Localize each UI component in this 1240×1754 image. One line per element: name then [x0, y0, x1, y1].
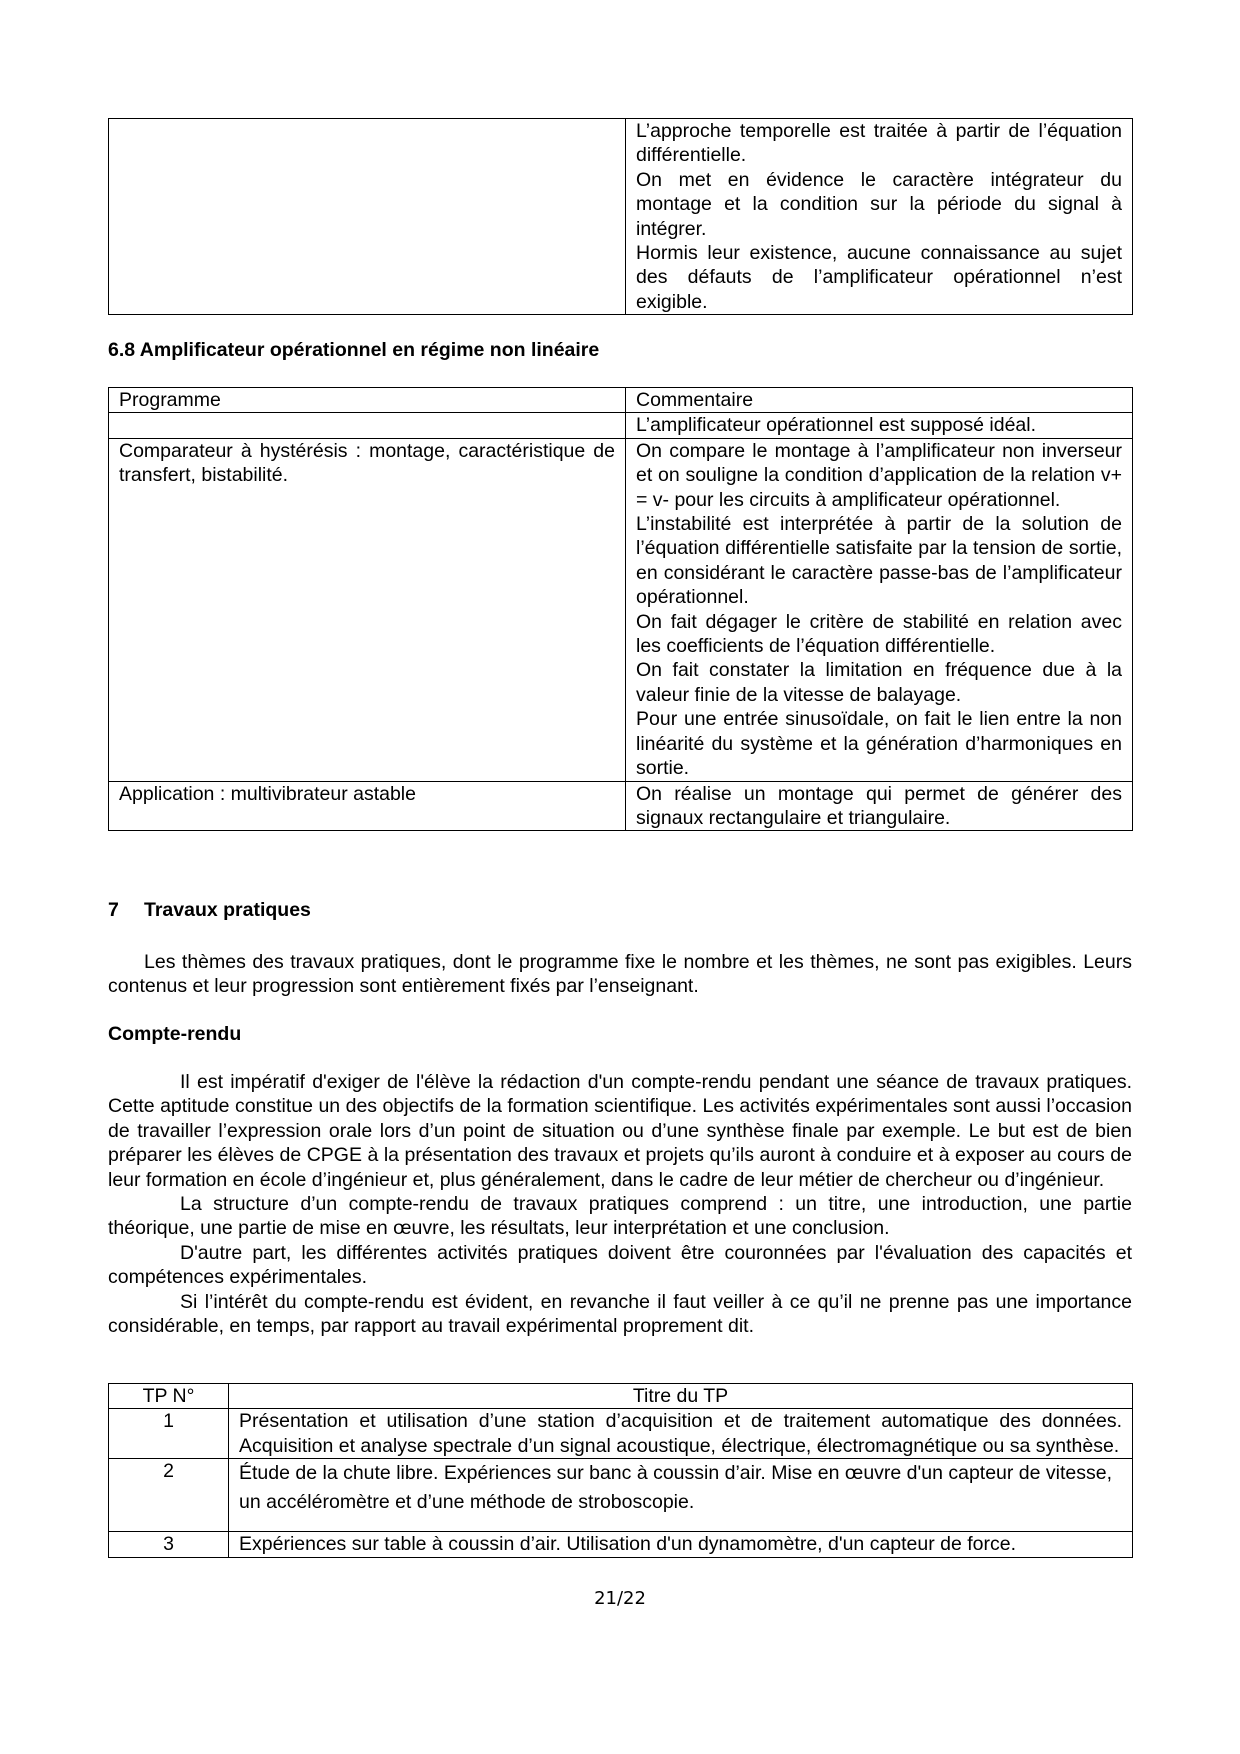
header-tp-number: TP N° — [109, 1384, 229, 1409]
paragraph: Si l’intérêt du compte-rendu est évident, en revanche il faut veiller à ce qu’il ne prenne pas une importance considérable, en temps, par rapport au travail expérimental proprement dit. — [108, 1290, 1132, 1338]
top-continuation-table — [108, 118, 1133, 315]
intro-comment: L’amplificateur opérationnel est supposé idéal. — [626, 413, 1133, 438]
tp-table — [108, 1383, 1133, 1558]
comment-line: Pour une entrée sinusoïdale, on fait le lien entre la non linéarité du système et la génération d’harmoniques en sortie. — [636, 708, 1122, 780]
compte-rendu-body — [108, 1070, 1132, 1338]
tp-number: 2 — [109, 1459, 229, 1532]
section-heading-6-8: 6.8 Amplificateur opérationnel en régime non linéaire — [108, 339, 600, 361]
table-cell-empty — [109, 119, 626, 315]
programme-cell: Application : multivibrateur astable — [109, 781, 626, 831]
tp-title: Expériences sur table à coussin d’air. Utilisation d'un dynamomètre, d'un capteur de force. — [229, 1532, 1133, 1557]
tp-number: 3 — [109, 1532, 229, 1557]
section-heading-7 — [108, 898, 311, 922]
comment-line: On réalise un montage qui permet de générer des signaux rectangulaire et triangulaire. — [636, 782, 1122, 829]
comment-line: On met en évidence le caractère intégrateur du montage et la condition sur la période du signal à intégrer. — [636, 168, 1122, 240]
comment-line: L’approche temporelle est traitée à partir de l’équation différentielle. — [636, 120, 1122, 167]
paragraph: Il est impératif d'exiger de l'élève la rédaction d'un compte-rendu pendant une séance de travaux pratiques. Cette aptitude constitue un des objectifs de la formation scientifique. Les activités expérimentales sont aussi l’occasion de travailler l’expression orale lors d’un point de situation ou d’une synthèse finale par exemple. Le but est de bien préparer les élèves de CPGE à la présentation des travaux et projets qu’ils auront à conduire et à exposer au cours de leur formation en école d’ingénieur et, plus généralement, dans le cadre de leur métier de chercheur ou d’ingénieur. — [108, 1071, 1132, 1191]
comment-cell — [626, 781, 1133, 831]
comment-cell — [626, 438, 1133, 781]
tp-number: 1 — [109, 1409, 229, 1459]
header-tp-title: Titre du TP — [229, 1384, 1133, 1409]
paragraph: La structure d’un compte-rendu de travaux pratiques comprend : un titre, une introduction, une partie théorique, une partie de mise en œuvre, les résultats, leur interprétation et une conclusion. — [108, 1193, 1132, 1240]
comment-line: On compare le montage à l’amplificateur non inverseur et on souligne la condition d’application de la relation v+ = v- pour les circuits à amplificateur opérationnel. — [636, 439, 1122, 511]
paragraph: D'autre part, les différentes activités pratiques doivent être couronnées par l'évaluation des capacités et compétences expérimentales. — [108, 1241, 1132, 1289]
comment-line: Hormis leur existence, aucune connaissance au sujet des défauts de l’amplificateur opérationnel n’est exigible. — [636, 242, 1122, 313]
table-row — [109, 438, 1133, 781]
header-commentaire: Commentaire — [626, 388, 1133, 413]
page-number: 21/22 — [594, 1588, 646, 1609]
table-header-row — [109, 1384, 1133, 1409]
comment-line: On fait constater la limitation en fréquence due à la valeur finie de la vitesse de balayage. — [636, 659, 1122, 706]
programme-cell: Comparateur à hystérésis : montage, caractéristique de transfert, bistabilité. — [109, 438, 626, 781]
comment-line: L’instabilité est interprétée à partir de la solution de l’équation différentielle satisfaite par la tension de sortie, en considérant le caractère passe-bas de l’amplificateur opérationnel. — [636, 513, 1122, 609]
section-6-8-table — [108, 387, 1133, 831]
tp-title: Présentation et utilisation d’une station d’acquisition et de traitement automatique des données. Acquisition et analyse spectrale d’un signal acoustique, électrique, électromagnétique ou sa synthèse. — [229, 1409, 1133, 1459]
table-row — [109, 781, 1133, 831]
header-programme: Programme — [109, 388, 626, 413]
table-header-row — [109, 388, 1133, 413]
table-row — [109, 1532, 1133, 1557]
table-row — [109, 119, 1133, 315]
subheading-compte-rendu: Compte-rendu — [108, 1023, 242, 1045]
section-title: Travaux pratiques — [144, 899, 311, 921]
section-number: 7 — [108, 899, 119, 921]
table-row — [109, 1409, 1133, 1459]
tp-title: Étude de la chute libre. Expériences sur banc à coussin d’air. Mise en œuvre d'un capteur de vitesse, un accéléromètre et d’une méthode de stroboscopie. — [229, 1459, 1133, 1532]
section-7-intro: Les thèmes des travaux pratiques, dont le programme fixe le nombre et les thèmes, ne sont pas exigibles. Leurs contenus et leur progression sont entièrement fixés par l’enseignant. — [108, 951, 1132, 998]
table-row — [109, 413, 1133, 438]
table-cell-empty — [109, 413, 626, 438]
table-cell-comment — [626, 119, 1133, 315]
table-row — [109, 1459, 1133, 1532]
comment-line: On fait dégager le critère de stabilité en relation avec les coefficients de l’équation différentielle. — [636, 610, 1122, 658]
